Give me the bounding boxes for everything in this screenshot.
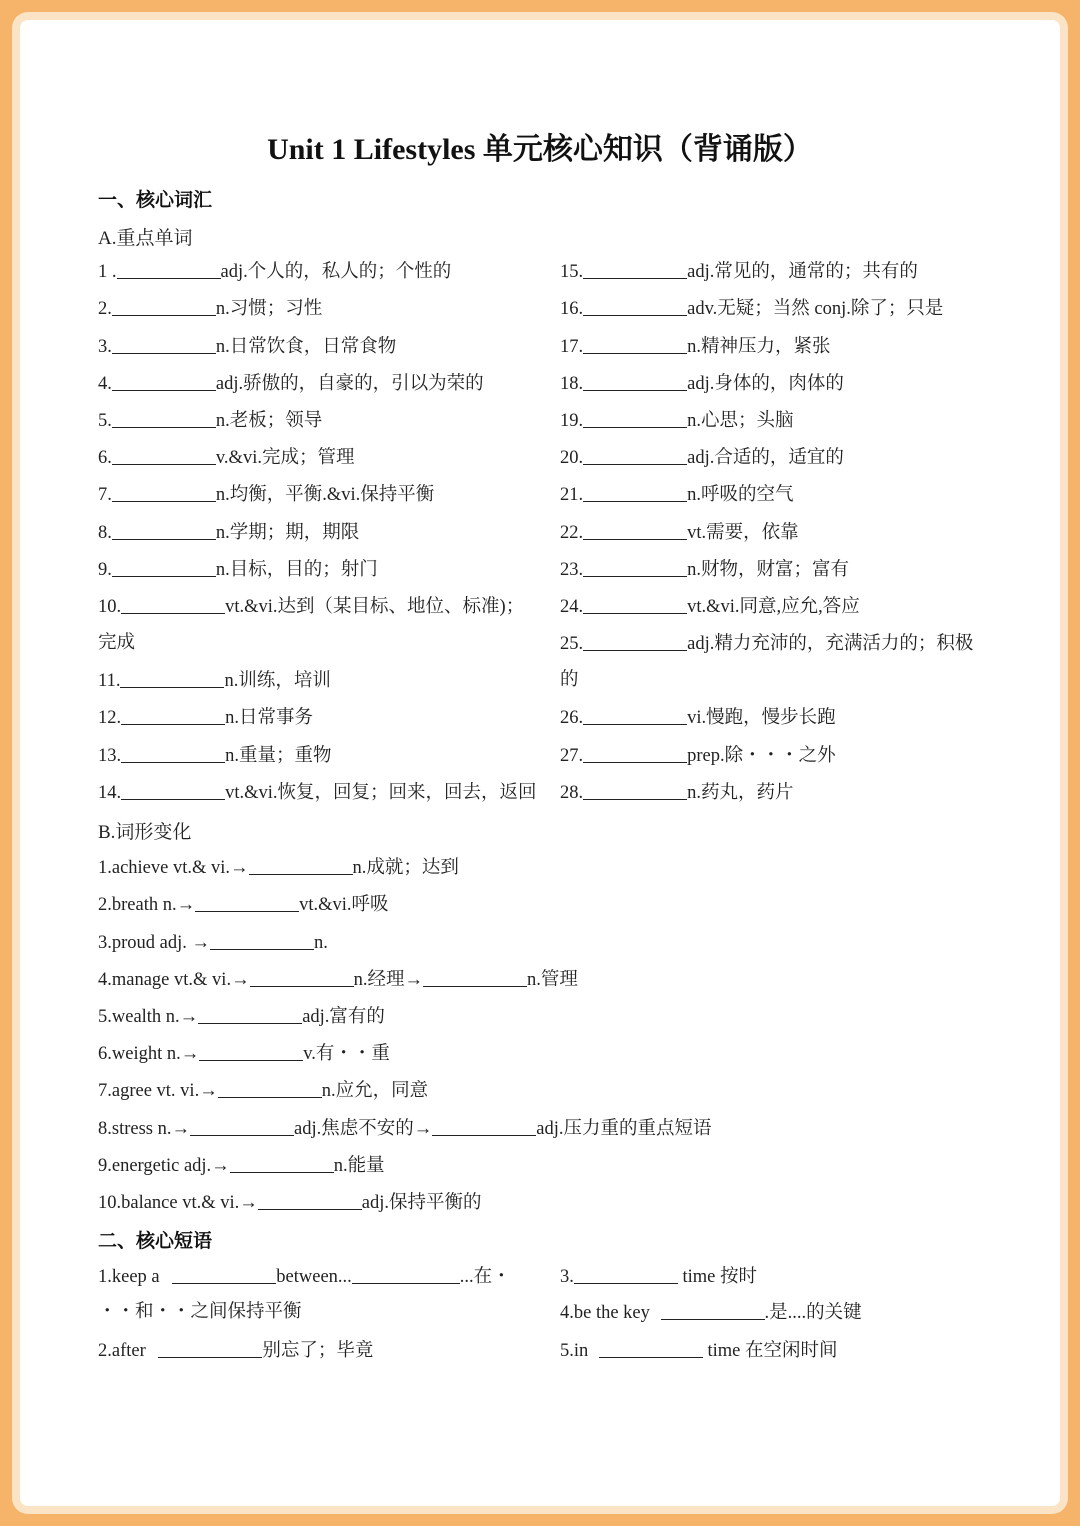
item-definition: n.目标，目的；射门 xyxy=(215,560,378,580)
word-form-target-2: adj.压力重的重点短语 xyxy=(536,1119,712,1139)
item-definition: vt.需要，依靠 xyxy=(687,523,799,543)
word-form-target: n. xyxy=(314,933,328,953)
answer-blank[interactable] xyxy=(583,705,687,725)
answer-blank[interactable] xyxy=(583,631,687,651)
word-form-source: 1.achieve vt.& vi.→ xyxy=(98,858,249,878)
phrase-5-meaning: time 在空闲时间 xyxy=(707,1341,838,1361)
answer-blank[interactable] xyxy=(199,1041,303,1061)
answer-blank[interactable] xyxy=(583,334,687,354)
section-1-heading: 一、核心词汇 xyxy=(98,190,213,211)
phrase-5 xyxy=(560,1338,838,1363)
phrase-4-prefix: 4.be the key xyxy=(560,1303,650,1323)
vocab-item xyxy=(98,259,451,284)
phrase-4-meaning: .是....的关键 xyxy=(764,1303,862,1323)
word-form-item xyxy=(98,1116,711,1141)
phrase-2 xyxy=(98,1338,373,1363)
item-continuation: 的 xyxy=(560,670,579,690)
phrase-2-prefix: 2.after xyxy=(98,1341,146,1361)
answer-blank[interactable] xyxy=(583,445,687,465)
phrase-1-prefix: 1.keep a xyxy=(98,1267,160,1287)
phrase-3-prefix: 3. xyxy=(560,1267,574,1287)
answer-blank[interactable] xyxy=(210,930,314,950)
phrase-1-continuation: ・・和・・之间保持平衡 xyxy=(98,1302,302,1322)
item-definition: n.药丸，药片 xyxy=(687,783,794,803)
answer-blank[interactable] xyxy=(158,1338,262,1358)
answer-blank[interactable] xyxy=(583,780,687,800)
item-number: 26. xyxy=(560,708,584,728)
vocab-item xyxy=(560,259,918,284)
word-form-target: adj.焦虑不安的→ xyxy=(294,1119,433,1139)
answer-blank[interactable] xyxy=(352,1264,460,1284)
item-definition: n.老板；领导 xyxy=(215,411,323,431)
item-definition: n.学期；期，期限 xyxy=(215,523,360,543)
vocab-item xyxy=(560,334,831,359)
answer-blank[interactable] xyxy=(120,668,224,688)
word-form-source: 10.balance vt.& vi.→ xyxy=(98,1193,258,1213)
item-definition: adj.个人的，私人的；个性的 xyxy=(220,262,452,282)
vocab-item xyxy=(560,520,799,545)
item-definition: n.财物，财富；富有 xyxy=(687,560,850,580)
item-number: 22. xyxy=(560,523,584,543)
item-definition: n.日常饮食，日常食物 xyxy=(215,337,397,357)
vocab-item xyxy=(560,780,794,805)
answer-blank[interactable] xyxy=(583,371,687,391)
item-number: 14. xyxy=(98,783,122,803)
phrase-3-meaning: time 按时 xyxy=(682,1267,758,1287)
vocab-item xyxy=(560,557,849,582)
answer-blank[interactable] xyxy=(112,334,216,354)
item-number: 24. xyxy=(560,597,584,617)
word-form-target: vt.&vi.呼吸 xyxy=(299,895,389,915)
word-form-item xyxy=(98,967,578,992)
vocab-item xyxy=(98,594,524,619)
item-definition: adj.精力充沛的，充满活力的；积极 xyxy=(687,634,974,654)
item-definition: n.重量；重物 xyxy=(225,746,332,766)
word-form-source: 9.energetic adj.→ xyxy=(98,1156,230,1176)
word-form-target: adj.富有的 xyxy=(302,1007,385,1027)
word-form-source: 8.stress n.→ xyxy=(98,1119,190,1139)
vocab-item xyxy=(98,371,484,396)
item-definition: n.均衡，平衡.&vi.保持平衡 xyxy=(215,485,435,505)
answer-blank[interactable] xyxy=(661,1300,765,1320)
answer-blank[interactable] xyxy=(117,259,221,279)
part-b-heading: B.词形变化 xyxy=(98,822,192,843)
word-form-source: 7.agree vt. vi.→ xyxy=(98,1081,218,1101)
item-number: 18. xyxy=(560,374,584,394)
item-definition: adj.合适的，适宜的 xyxy=(687,448,844,468)
vocab-item xyxy=(560,743,836,768)
item-number: 16. xyxy=(560,299,584,319)
item-definition: vt.&vi.达到（某目标、地位、标准)； xyxy=(225,597,525,617)
part-a-heading: A.重点单词 xyxy=(98,228,193,249)
answer-blank[interactable] xyxy=(112,482,216,502)
phrase-5-prefix: 5.in xyxy=(560,1341,589,1361)
vocab-item xyxy=(98,668,331,693)
item-number: 6. xyxy=(98,448,112,468)
word-form-item xyxy=(98,1078,428,1103)
answer-blank[interactable] xyxy=(198,1004,302,1024)
vocab-item xyxy=(98,296,322,321)
word-form-item xyxy=(98,930,328,955)
vocab-item xyxy=(98,408,322,433)
answer-blank[interactable] xyxy=(583,594,687,614)
answer-blank[interactable] xyxy=(121,594,225,614)
item-number: 17. xyxy=(560,337,584,357)
word-form-item xyxy=(98,1190,482,1215)
item-definition: n.习惯；习性 xyxy=(215,299,323,319)
word-form-source: 4.manage vt.& vi.→ xyxy=(98,970,250,990)
vocab-item xyxy=(560,371,844,396)
answer-blank[interactable] xyxy=(250,967,354,987)
vocab-item xyxy=(560,631,973,656)
vocab-item xyxy=(98,482,434,507)
answer-blank[interactable] xyxy=(249,855,353,875)
page-title: Unit 1 Lifestyles 单元核心知识（背诵版） xyxy=(267,133,813,166)
item-definition: n.精神压力，紧张 xyxy=(687,337,831,357)
word-form-target: n.经理→ xyxy=(353,970,423,990)
answer-blank[interactable] xyxy=(583,259,687,279)
vocab-item xyxy=(98,705,313,730)
item-number: 12. xyxy=(98,708,122,728)
answer-blank[interactable] xyxy=(583,482,687,502)
answer-blank[interactable] xyxy=(423,967,527,987)
vocab-item xyxy=(560,705,836,730)
phrase-2-meaning: 别忘了；毕竟 xyxy=(262,1341,374,1361)
item-definition: vt.&vi.恢复，回复；回来，回去，返回 xyxy=(225,783,537,803)
word-form-target-2: n.管理 xyxy=(526,970,578,990)
item-definition: adv.无疑；当然 conj.除了；只是 xyxy=(687,299,944,319)
answer-blank[interactable] xyxy=(583,557,687,577)
answer-blank[interactable] xyxy=(112,408,216,428)
phrase-3 xyxy=(560,1264,757,1289)
word-form-target: adj.保持平衡的 xyxy=(361,1193,482,1213)
answer-blank[interactable] xyxy=(583,743,687,763)
vocab-item xyxy=(560,408,794,433)
item-number: 27. xyxy=(560,746,584,766)
word-form-item xyxy=(98,1041,390,1066)
word-form-target: v.有・・重 xyxy=(303,1044,390,1064)
item-definition: n.训练，培训 xyxy=(224,671,331,691)
word-form-target: n.成就；达到 xyxy=(352,858,459,878)
answer-blank[interactable] xyxy=(112,445,216,465)
answer-blank[interactable] xyxy=(583,520,687,540)
vocab-item xyxy=(560,445,844,470)
answer-blank[interactable] xyxy=(121,780,225,800)
answer-blank[interactable] xyxy=(574,1264,678,1284)
word-form-source: 5.wealth n.→ xyxy=(98,1007,199,1027)
word-form-item xyxy=(98,855,459,880)
vocab-item xyxy=(98,557,378,582)
word-form-target: n.能量 xyxy=(333,1156,385,1176)
item-number: 13. xyxy=(98,746,122,766)
word-form-item xyxy=(98,892,389,917)
item-continuation: 完成 xyxy=(98,633,136,653)
word-form-source: 3.proud adj. → xyxy=(98,933,211,953)
word-form-item xyxy=(98,1153,385,1178)
answer-blank[interactable] xyxy=(432,1116,536,1136)
vocab-item xyxy=(98,780,537,805)
answer-blank[interactable] xyxy=(218,1078,322,1098)
item-number: 8. xyxy=(98,523,112,543)
answer-blank[interactable] xyxy=(112,296,216,316)
item-definition: n.心思；头脑 xyxy=(687,411,794,431)
phrase-1-mid: between... xyxy=(276,1267,352,1287)
phrase-4 xyxy=(560,1300,862,1325)
item-number: 25. xyxy=(560,634,584,654)
word-form-target: n.应允，同意 xyxy=(321,1081,429,1101)
vocab-item xyxy=(560,296,943,321)
item-number: 9. xyxy=(98,560,112,580)
item-definition: prep.除・・・之外 xyxy=(687,746,836,766)
answer-blank[interactable] xyxy=(121,743,225,763)
answer-blank[interactable] xyxy=(230,1153,334,1173)
item-definition: vt.&vi.同意,应允,答应 xyxy=(687,597,860,617)
item-definition: v.&vi.完成；管理 xyxy=(215,448,355,468)
vocab-item xyxy=(98,520,359,545)
answer-blank[interactable] xyxy=(172,1264,276,1284)
item-number: 5. xyxy=(98,411,112,431)
item-definition: n.日常事务 xyxy=(225,708,314,728)
answer-blank[interactable] xyxy=(121,705,225,725)
item-number: 21. xyxy=(560,485,584,505)
item-definition: vi.慢跑，慢步长跑 xyxy=(687,708,836,728)
item-definition: adj.身体的，肉体的 xyxy=(687,374,844,394)
answer-blank[interactable] xyxy=(190,1116,294,1136)
item-number: 11. xyxy=(98,671,121,691)
item-definition: adj.骄傲的，自豪的，引以为荣的 xyxy=(215,374,484,394)
word-form-item xyxy=(98,1004,385,1029)
vocab-item xyxy=(560,482,794,507)
answer-blank[interactable] xyxy=(112,557,216,577)
item-number: 2. xyxy=(98,299,112,319)
answer-blank[interactable] xyxy=(195,892,299,912)
vocab-item xyxy=(98,334,396,359)
item-number: 4. xyxy=(98,374,112,394)
item-number: 10. xyxy=(98,597,122,617)
answer-blank[interactable] xyxy=(599,1338,703,1358)
item-number: 3. xyxy=(98,337,112,357)
word-form-source: 6.weight n.→ xyxy=(98,1044,200,1064)
vocab-item xyxy=(560,594,860,619)
answer-blank[interactable] xyxy=(583,296,687,316)
phrase-1 xyxy=(98,1264,511,1289)
word-form-source: 2.breath n.→ xyxy=(98,895,196,915)
item-number: 7. xyxy=(98,485,112,505)
section-2-heading: 二、核心短语 xyxy=(98,1231,213,1252)
answer-blank[interactable] xyxy=(112,520,216,540)
item-number: 20. xyxy=(560,448,584,468)
item-number: 1 . xyxy=(98,262,117,282)
answer-blank[interactable] xyxy=(583,408,687,428)
answer-blank[interactable] xyxy=(258,1190,362,1210)
item-number: 15. xyxy=(560,262,584,282)
phrase-1-tail: ...在・ xyxy=(459,1267,511,1287)
answer-blank[interactable] xyxy=(112,371,216,391)
item-definition: n.呼吸的空气 xyxy=(687,485,794,505)
item-number: 19. xyxy=(560,411,584,431)
item-definition: adj.常见的，通常的；共有的 xyxy=(687,262,918,282)
vocab-item xyxy=(98,743,332,768)
item-number: 28. xyxy=(560,783,584,803)
vocab-item xyxy=(98,445,354,470)
item-number: 23. xyxy=(560,560,584,580)
